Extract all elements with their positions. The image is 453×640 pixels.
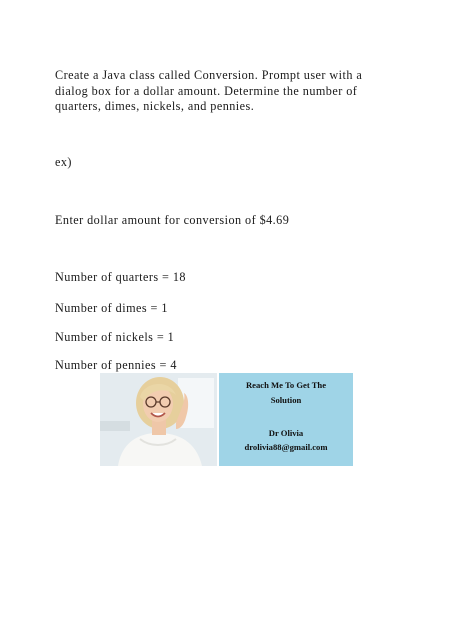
contact-info-panel <box>219 373 353 466</box>
cta-line-2: Solution <box>270 395 302 405</box>
contact-email[interactable]: drolivia88@gmail.com <box>244 442 328 452</box>
woman-with-glasses-photo <box>100 373 217 466</box>
result-dimes: Number of dimes = 1 <box>55 301 168 315</box>
contact-name: Dr Olivia <box>268 428 304 438</box>
result-nickels: Number of nickels = 1 <box>55 330 175 344</box>
prompt-line: Enter dollar amount for conversion of $4.69 <box>55 213 290 227</box>
cta-line-1: Reach Me To Get The <box>245 380 327 390</box>
assignment-text: Create a Java class called Conversion. Prompt user with a dialog box for a dollar amount. Determine the number of quarters, dimes, nickels, and pennies. <box>55 68 363 113</box>
result-pennies: Number of pennies = 4 <box>55 358 177 372</box>
contact-banner <box>100 373 353 466</box>
example-label: ex) <box>55 155 72 169</box>
result-quarters: Number of quarters = 18 <box>55 270 186 284</box>
